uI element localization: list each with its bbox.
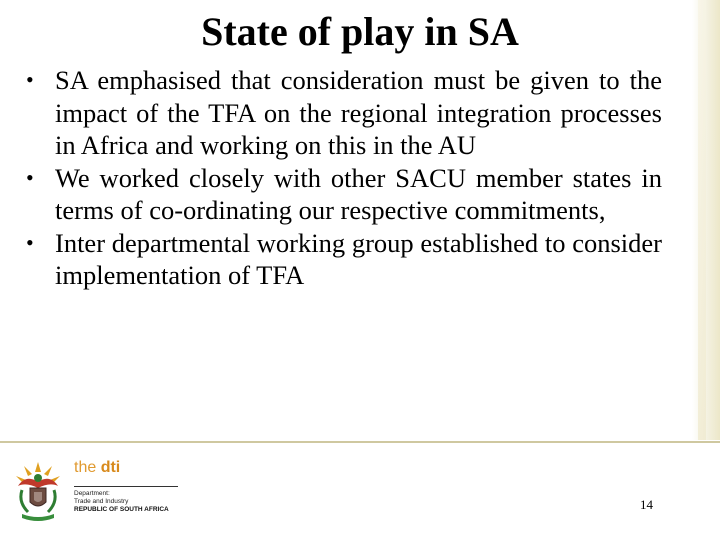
page-number: 14 [640, 497, 653, 512]
decorative-side-stripe-inner [698, 0, 706, 440]
logo-department-label: Department: [74, 490, 110, 497]
logo-country-name: REPUBLIC OF SOUTH AFRICA [74, 506, 169, 513]
bullet-marker: • [26, 229, 34, 255]
bullet-text: Inter departmental working group established to consider implementation of TFA [55, 227, 662, 290]
slide-title: State of play in SA [201, 9, 519, 54]
bullet-text: We worked closely with other SACU member states in terms of co-ordinating our respective commitments, [55, 162, 662, 225]
dti-wordmark-dti: dti [100, 459, 121, 476]
coat-of-arms-icon [10, 456, 66, 522]
bullet-marker: • [26, 67, 34, 92]
bullet-text: SA emphasised that consideration must be given to the impact of the TFA on the regional integration processes in Africa and working on this in the AU [55, 65, 662, 160]
bullet-marker: • [26, 164, 34, 190]
logo-rule [74, 486, 178, 487]
dti-logo [10, 456, 186, 522]
decorative-side-stripe [692, 0, 720, 440]
bullet-item [24, 162, 662, 227]
bullet-item [24, 64, 662, 162]
logo-department-name: Trade and Industry [74, 498, 129, 505]
bullet-item [24, 227, 662, 292]
bullet-list [24, 64, 662, 292]
footer-divider [0, 441, 720, 443]
dti-wordmark [74, 459, 120, 477]
dti-wordmark-the: the [74, 459, 97, 476]
